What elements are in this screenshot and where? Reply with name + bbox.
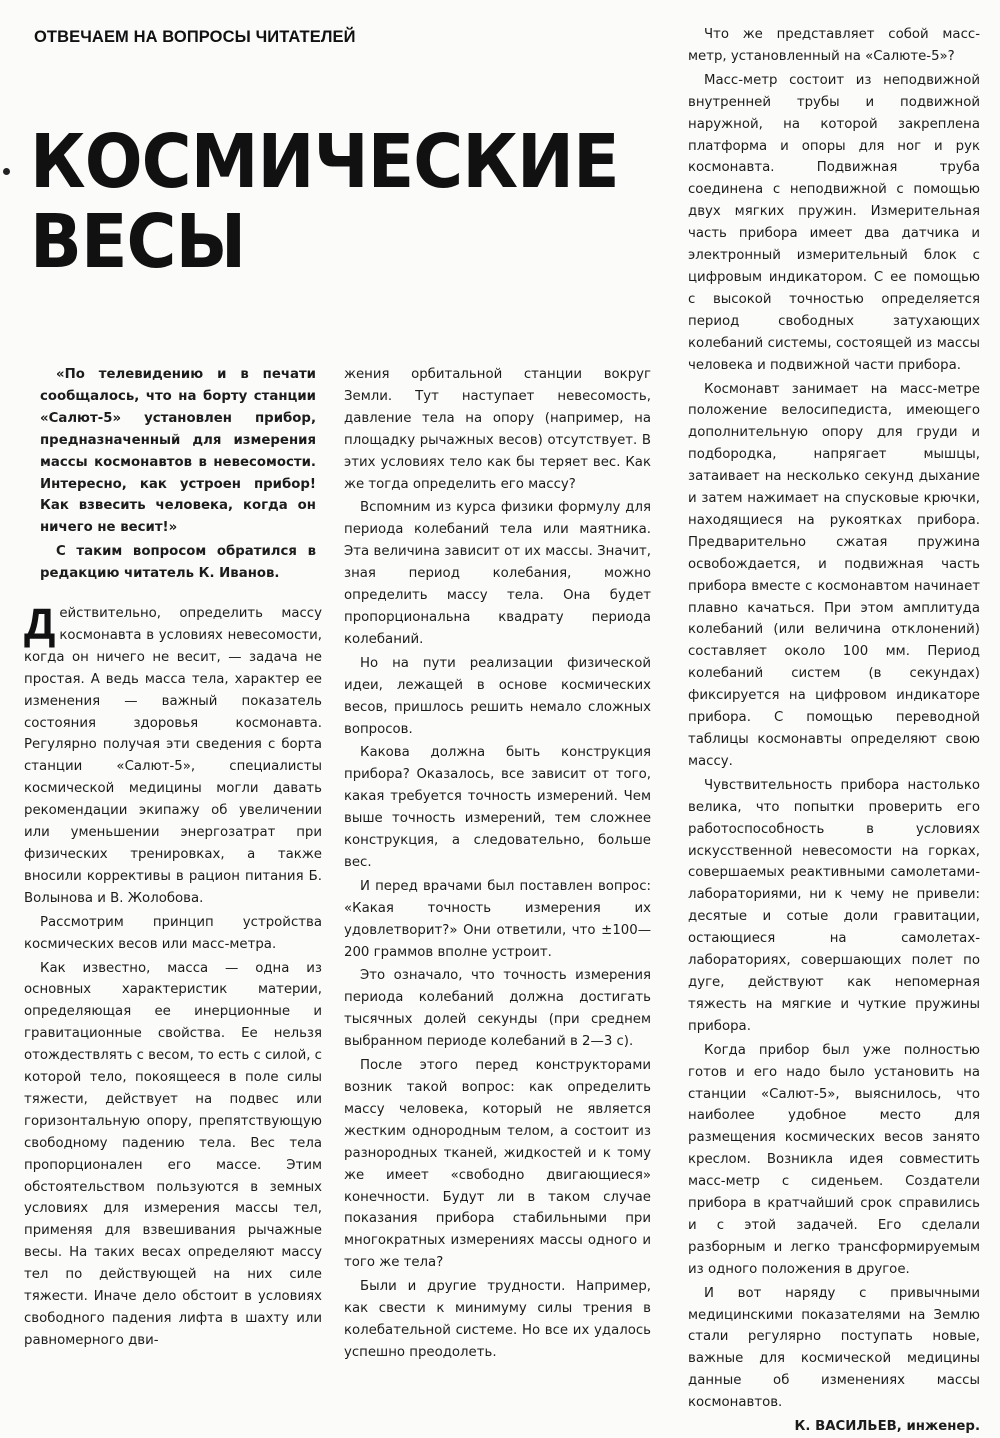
title-line-2: ВЕСЫ: [30, 199, 246, 285]
article-paragraph: Как известно, масса — одна из основных характеристик материи, определяющая ее инерционные и гравитационные свойства. Ее нельзя отождествлять с весом, то есть с силой, с которой тело, покоящееся в поле силы тяжести, действует на подвес или горизонтальную опору, препятствующую свободному падению тела. Вес тела пропорционален его массе. Этим обстоятельством пользуются в земных условиях для измерения массы тел, применяя для взвешивания рычажные весы. На таких весах определяют массу тел по действующей на них силе тяжести. Иначе дело обстоит в условиях свободного падения лифта в шахту или равномерного дви-: [24, 960, 322, 1348]
author-signature: К. ВАСИЛЬЕВ, инженер.: [794, 1419, 980, 1435]
article-paragraph: Это означало, что точность измерения периода колебаний должна достигать тысячных долей секунды (при среднем выбранном периоде колебаний в 2—3 с).: [344, 968, 651, 1050]
article-paragraph: Когда прибор был уже полностью готов и его надо было установить на станции «Салют-5», выяснилось, что наиболее удобное место для размещения космических весов занято креслом. Возникла идея совместить масс-метр с сиденьем. Создатели прибора в кратчайший срок справились и с этой задачей. Его сделали разборным и легко трансформируемым из одного положения в другое.: [688, 1042, 980, 1277]
article-paragraph: После этого перед конструкторами возник такой вопрос: как определить массу человека, который не является жестким однородным телом, а состоит из разнородных тканей, жидкостей и к тому же имеет «свободно двигающиеся» конечности. Будут ли в таком случае показания прибора стабильными при многократных измерениях массы одного и того же тела?: [344, 1058, 651, 1271]
article-paragraph: Какова должна быть конструкция прибора? Оказалось, все зависит от того, какая требуется точность измерений. Чем выше точность измерений, тем сложнее конструкция, а следовательно, больше вес.: [344, 745, 651, 870]
article-paragraph: Вспомним из курса физики формулу для периода колебаний тела или маятника. Эта величина зависит от их массы. Значит, зная период колебания, можно определить массу тела. Она будет пропорциональна квадрату периода колебаний.: [344, 500, 651, 647]
article-paragraph: Чувствительность прибора настолько велика, что попытки проверить его работоспособность в условиях искусственной невесомости на горках, совершаемых реактивными самолетами-лабораториями, ни к чему не привели: десятые и сотые доли гравитации, остающиеся на самолетах-лабораториях, совершающих полет по дуге, действуют как непомерная тяжесть на мягкие и чуткие пружины прибора.: [688, 777, 980, 1034]
article-paragraph: Что же представляет собой масс-метр, установленный на «Салюте-5»?: [688, 27, 980, 64]
column-3: [688, 24, 980, 1438]
article-title: [30, 119, 619, 285]
rubric-heading: ОТВЕЧАЕМ НА ВОПРОСЫ ЧИТАТЕЛЕЙ: [34, 28, 356, 46]
article-paragraph: И вот наряду с привычными медицинскими показателями на Землю стали регулярно поступать новые, важные для космической медицины данные об изменениях массы космонавтов.: [688, 1285, 980, 1411]
article-paragraph: Космонавт занимает на масс-метре положение велосипедиста, имеющего дополнительную опору для груди и подбородка, напрягает мышцы, затаивает на несколько секунд дыхание и затем нажимает на спусковые крючки, находящиеся на рукоятках прибора. Предварительно сжатая пружина освобождается, и подвижная часть прибора вместе с космонавтом начинает плавно качаться. При этом амплитуда колебаний (или величина отклонений) составляет около 100 мм. Период колебаний систем (в секундах) фиксируется на цифровом индикаторе прибора. С помощью переводной таблицы космонавты определяют свою массу.: [688, 381, 980, 769]
question-text: «По телевидению и в печати сообщалось, что на борту станции «Салют-5» установлен прибор, предназначенный для измерения массы космонавтов в невесомости. Интересно, как устроен прибор! Как взвесить человека, когда он ничего не весит!»: [40, 367, 316, 536]
column-2: [344, 364, 651, 1364]
article-paragraph: Масс-метр состоит из неподвижной внутренней трубы и подвижной наружной, на которой закреплена платформа и опоры для ног и рук космонавта. Подвижная труба соединена с неподвижной с помощью двух мягких пружин. Измерительная часть прибора имеет два датчика и электронный измерительный блок с цифровым индикатором. С ее помощью с высокой точностью определяется период свободных затухающих колебаний системы, состоящей из массы человека и подвижной части прибора.: [688, 72, 980, 373]
title-line-1: КОСМИЧЕСКИЕ: [30, 119, 619, 205]
article-paragraph: И перед врачами был поставлен вопрос: «Какая точность измерения их удовлетворит?» Они ответили, что ±100—200 граммов вполне устроит.: [344, 878, 651, 960]
question-attribution: С таким вопросом обратился в редакцию читатель К. Иванов.: [40, 544, 316, 582]
drop-cap: Д: [24, 600, 56, 649]
article-paragraph: жения орбитальной станции вокруг Земли. Тут наступает невесомость, давление тела на опору (например, на площадку рычажных весов) отсутствует. В этих условиях тело как бы теряет вес. Как же тогда определить его массу?: [344, 367, 651, 492]
reader-question: [40, 364, 316, 585]
article-paragraph: Действительно, определить массу космонавта в условиях невесомости, когда он ничего не весит, — задача не простая. А ведь масса тела, характер ее изменения — важный показатель состояния здоровья космонавта. Регулярно получая эти сведения с борта станции «Салют-5», специалисты космической медицины могли давать рекомендации экипажу об увеличении или уменьшении энергозатрат при физических тренировках, а также вносили коррективы в рацион питания Б. Волынова и В. Жолобова.: [24, 600, 322, 906]
column-1: [24, 600, 322, 1352]
article-paragraph: Но на пути реализации физической идеи, лежащей в основе космических весов, пришлось решить немало сложных вопросов.: [344, 655, 651, 737]
bullet-dot-icon: [3, 168, 10, 175]
article-paragraph: Рассмотрим принцип устройства космических весов или масс-метра.: [24, 914, 322, 952]
article-paragraph: Были и другие трудности. Например, как свести к минимуму силы трения в колебательной системе. Но все их удалось успешно преодолеть.: [344, 1279, 651, 1360]
